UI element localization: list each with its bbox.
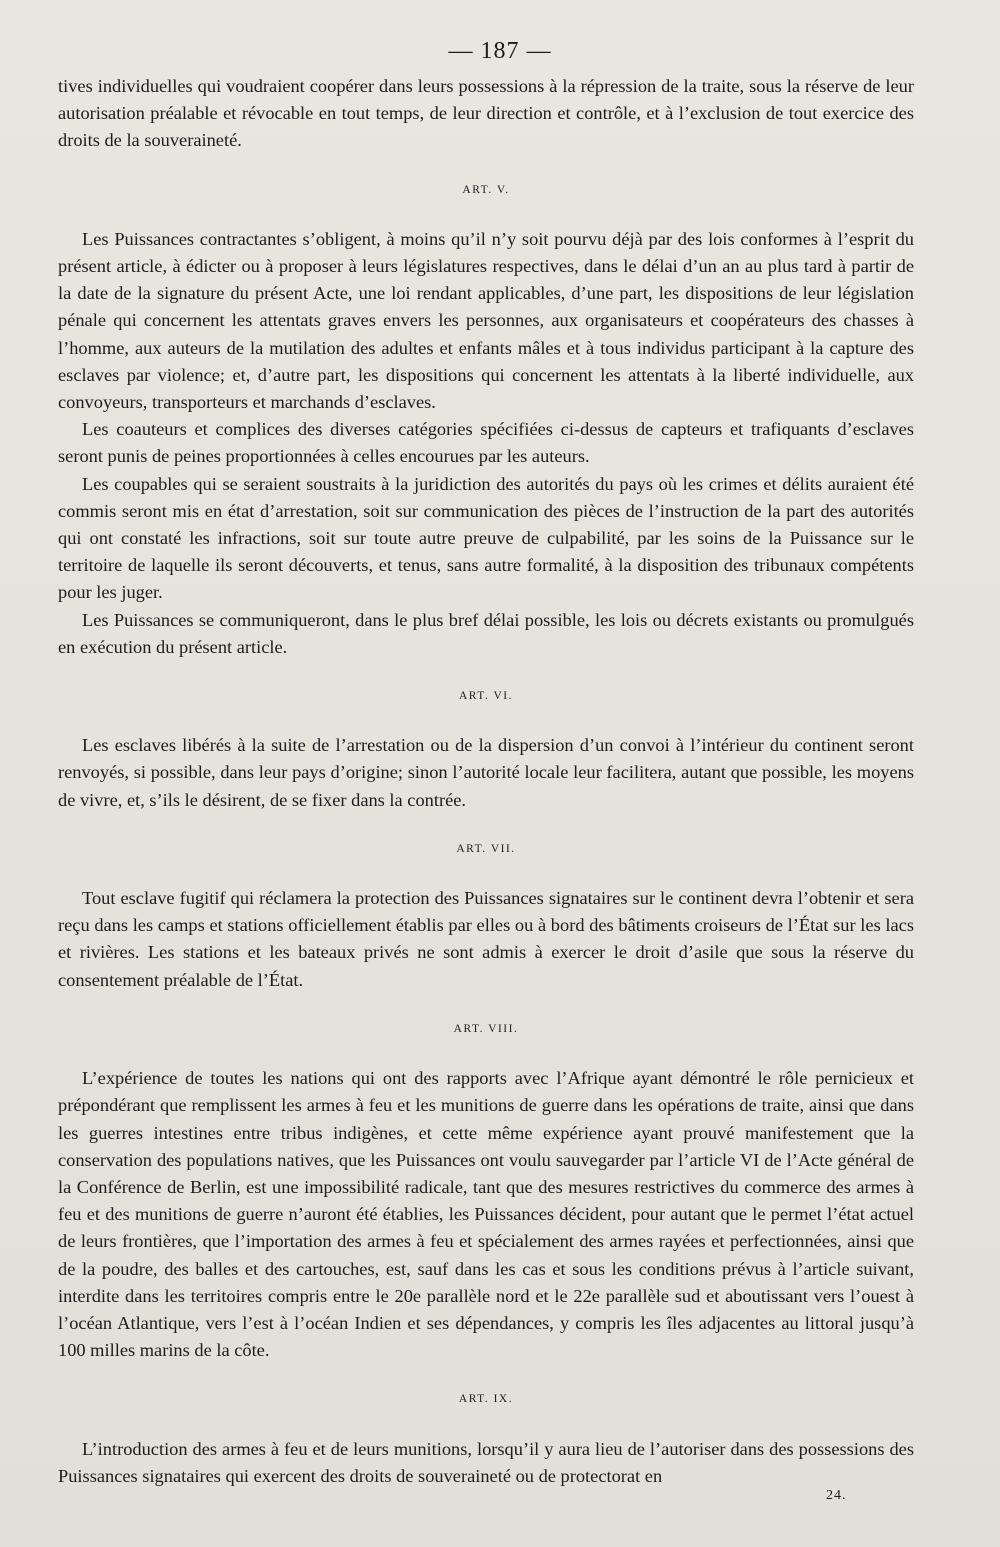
body-text — [58, 73, 914, 1490]
article-5-paragraph-4: Les Puissances se communiqueront, dans le plus bref délai possible, les lois ou décrets existants ou promulgués en exécution du présent article. — [58, 609, 914, 657]
page-number: — 187 — — [448, 38, 552, 64]
article-6-paragraph-1: Les esclaves libérés à la suite de l’arrestation ou de la dispersion d’un convoi à l’intérieur du continent seront renvoyés, si possible, dans leur pays d’origine; sinon l’autorité locale leur facilitera, autant que possible, les moyens de vivre, et, s’ils le désirent, de se fixer dans la contrée. — [58, 735, 914, 810]
article-7-heading: ART. VII. — [456, 842, 516, 855]
signature-mark: 24. — [826, 1488, 847, 1503]
article-6-heading: ART. VI. — [458, 690, 513, 703]
article-5-paragraph-2: Les coauteurs et complices des diverses catégories spécifiées ci-dessus de capteurs et trafiquants d’esclaves seront punis de peines proportionnées à celles encourues par les auteurs. — [58, 419, 914, 467]
article-5-paragraph-3: Les coupables qui se seraient soustraits à la juridiction des autorités du pays où les crimes et délits auraient été commis seront mis en état d’arrestation, soit sur communication des pièces de l’instruction de la part des autorités qui ont constaté les infractions, soit sur toute autre preuve de culpabilité, par les soins de la Puissance sur le territoire de laquelle ils seront découverts, et tenus, sans autre formalité, à la disposition des tribunaux compétents pour les juger. — [58, 473, 914, 603]
article-5-paragraph-1: Les Puissances contractantes s’obligent, à moins qu’il n’y soit pourvu déjà par des lois conformes à l’esprit du présent article, à édicter ou à proposer à leurs législatures respectives, dans le délai d’un an au plus tard à partir de la date de la signature du présent Acte, une loi rendant applicables, d’une part, les dispositions de leur législation pénale qui concernent les attentats graves envers les personnes, aux organisateurs et coopérateurs des chasses à l’homme, aux auteurs de la mutilation des adultes et enfants mâles et à tous individus participant à la capture des esclaves par violence; et, d’autre part, les dispositions qui concernent les attentats à la liberté individuelle, aux convoyeurs, transporteurs et marchands d’esclaves. — [58, 228, 914, 413]
article-7-paragraph-1: Tout esclave fugitif qui réclamera la protection des Puissances signataires sur le continent devra l’obtenir et sera reçu dans les camps et stations officiellement établis par elles ou à bord des bâtiments croiseurs de l’État sur les lacs et rivières. Les stations et les bateaux privés ne sont admis à exercer le droit d’asile que sous la réserve du consentement préalable de l’État. — [58, 888, 914, 990]
article-9-heading: ART. IX. — [458, 1393, 514, 1406]
article-9-paragraph-1: L’introduction des armes à feu et de leurs munitions, lorsqu’il y aura lieu de l’autoriser dans des possessions des Puissances signataires qui exercent des droits de souveraineté ou de protectorat en — [58, 1438, 914, 1486]
article-8-heading: ART. VIII. — [453, 1022, 519, 1035]
intro-paragraph: tives individuelles qui voudraient coopérer dans leurs possessions à la répression de la traite, sous la réserve de leur autorisation préalable et révocable en tout temps, de leur direction et contrôle, et à l’exclusion de tout exercice des droits de la souveraineté. — [58, 76, 914, 151]
article-5-heading: ART. V. — [462, 183, 510, 196]
article-8-paragraph-1: L’expérience de toutes les nations qui ont des rapports avec l’Afrique ayant démontré le rôle pernicieux et prépondérant que remplissent les armes à feu et les munitions de guerre dans les opérations de traite, ainsi que dans les guerres intestines entre tribus indigènes, et cette même expérience ayant prouvé manifestement que la conservation des populations natives, que les Puissances ont voulu sauvegarder par l’article VI de l’Acte général de la Conférence de Berlin, est une impossibilité radicale, tant que des mesures restrictives du commerce des armes à feu et des munitions de guerre n’auront été établies, les Puissances décident, pour autant que le permet l’état actuel de leurs frontières, que l’importation des armes à feu et spécialement des armes rayées et perfectionnées, ainsi que de la poudre, des balles et des cartouches, est, sauf dans les cas et sous les conditions prévus à l’article suivant, interdite dans les territoires compris entre le 20e parallèle nord et le 22e parallèle sud et aboutissant vers l’ouest à l’océan Atlantique, vers l’est à l’océan Indien et ses dépendances, y compris les îles adjacentes au littoral jusqu’à 100 milles marins de la côte. — [58, 1068, 914, 1361]
